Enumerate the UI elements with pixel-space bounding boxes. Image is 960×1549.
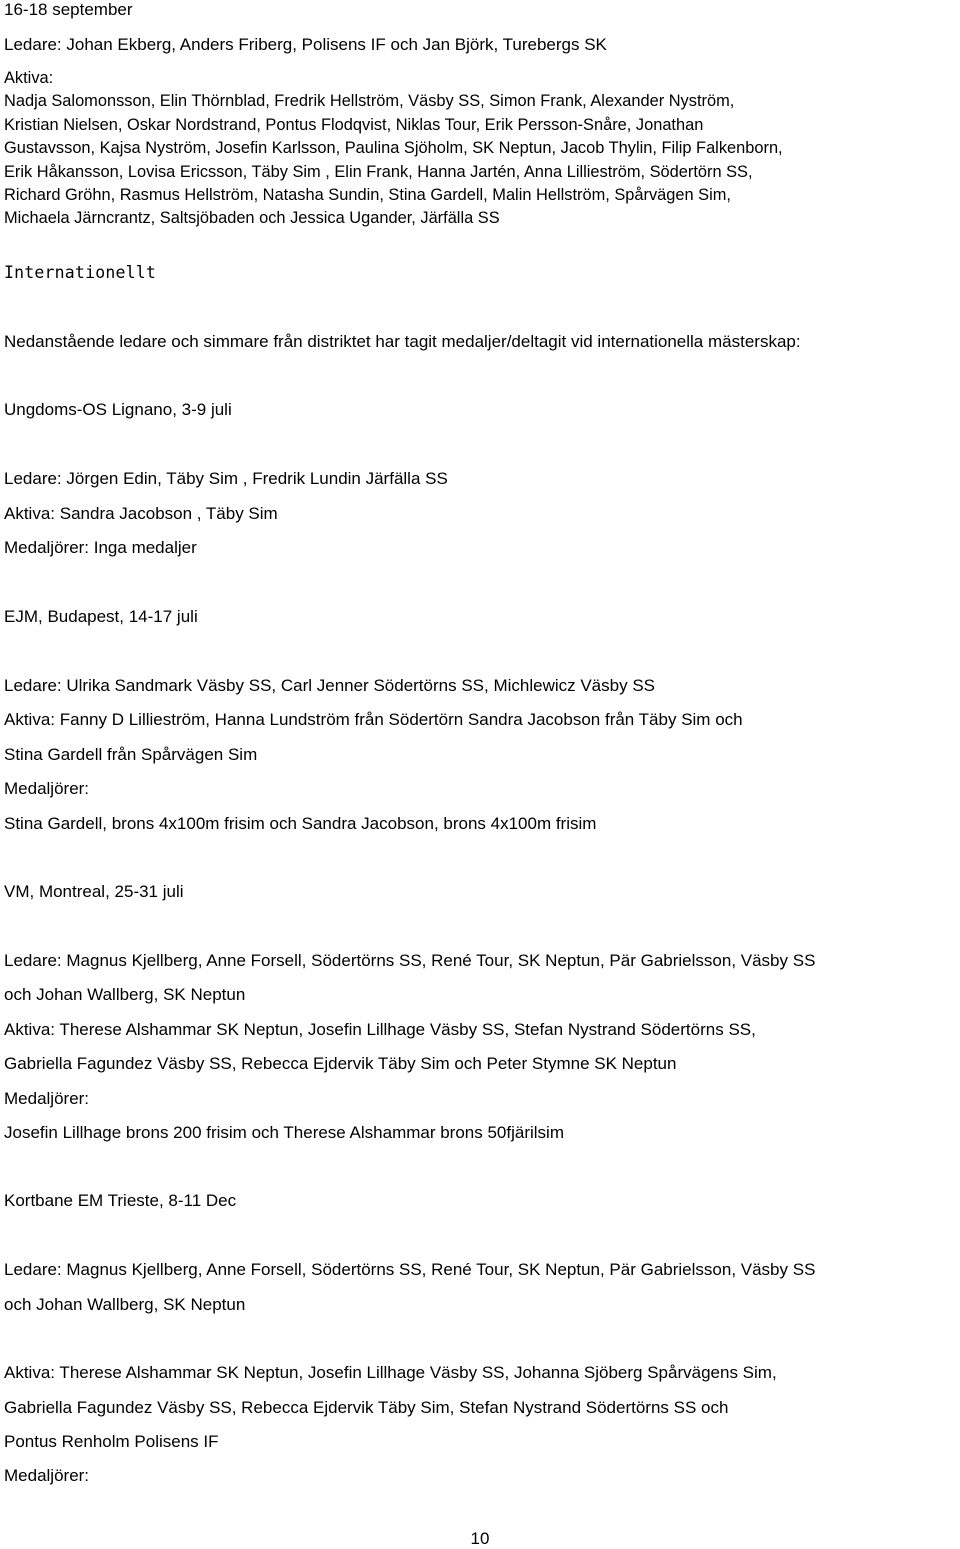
event-title-kortbane-em: Kortbane EM Trieste, 8-11 Dec (4, 1191, 237, 1210)
ejm-active-line: Stina Gardell från Spårvägen Sim (4, 745, 258, 764)
vm-medals: Josefin Lillhage brons 200 frisim och Therese Alshammar brons 50fjärilsim (4, 1123, 564, 1142)
kortbane-leaders-line: och Johan Wallberg, SK Neptun (4, 1295, 246, 1314)
ejm-leaders: Ledare: Ulrika Sandmark Väsby SS, Carl Jenner Södertörns SS, Michlewicz Väsby SS (4, 676, 655, 695)
active-line: Erik Håkansson, Lovisa Ericsson, Täby Sim , Elin Frank, Hanna Jartén, Anna Lillieström, Södertörn SS, (4, 162, 753, 181)
active-line: Richard Gröhn, Rasmus Hellström, Natasha Sundin, Stina Gardell, Malin Hellström, Spårvägen Sim, (4, 186, 731, 205)
active-label: Aktiva: (4, 69, 54, 87)
vm-active-line: Aktiva: Therese Alshammar SK Neptun, Josefin Lillhage Väsby SS, Stefan Nystrand Södertörns SS, (4, 1020, 756, 1039)
kortbane-active-line: Aktiva: Therese Alshammar SK Neptun, Josefin Lillhage Väsby SS, Johanna Sjöberg Spårvägens Sim, (4, 1363, 777, 1382)
active-line: Michaela Järncrantz, Saltsjöbaden och Jessica Ugander, Järfälla SS (4, 209, 500, 228)
active-line: Gustavsson, Kajsa Nyström, Josefin Karlsson, Paulina Sjöholm, SK Neptun, Jacob Thylin, Filip Falkenborn, (4, 139, 783, 158)
active-line: Nadja Salomonsson, Elin Thörnblad, Fredrik Hellström, Väsby SS, Simon Frank, Alexander Nyström, (4, 92, 735, 111)
section-heading-international: Internationellt (4, 263, 157, 282)
event-date: 16-18 september (4, 0, 133, 19)
kortbane-active-line: Pontus Renholm Polisens IF (4, 1432, 219, 1451)
vm-leaders-line: Ledare: Magnus Kjellberg, Anne Forsell, Södertörns SS, René Tour, SK Neptun, Pär Gabrielsson, Väsby SS (4, 951, 816, 970)
vm-medals-label: Medaljörer: (4, 1089, 90, 1108)
event-title-ejm: EJM, Budapest, 14-17 juli (4, 607, 198, 626)
ejm-active-line: Aktiva: Fanny D Lillieström, Hanna Lundström från Södertörn Sandra Jacobson från Täby Sim och (4, 710, 743, 729)
ejm-medals-label: Medaljörer: (4, 779, 90, 798)
ungdoms-os-medals: Medaljörer: Inga medaljer (4, 538, 197, 557)
ejm-medals: Stina Gardell, brons 4x100m frisim och Sandra Jacobson, brons 4x100m frisim (4, 814, 597, 833)
active-swimmers-block (4, 67, 954, 231)
international-intro: Nedanstående ledare och simmare från distriktet har tagit medaljer/deltagit vid internationella mästerskap: (4, 332, 801, 351)
vm-active-line: Gabriella Fagundez Väsby SS, Rebecca Ejdervik Täby Sim och Peter Stymne SK Neptun (4, 1054, 677, 1073)
vm-leaders-line: och Johan Wallberg, SK Neptun (4, 985, 246, 1004)
ungdoms-os-active: Aktiva: Sandra Jacobson , Täby Sim (4, 504, 278, 523)
leaders-text: Ledare: Johan Ekberg, Anders Friberg, Polisens IF och Jan Björk, Turebergs SK (4, 35, 607, 54)
kortbane-active-line: Gabriella Fagundez Väsby SS, Rebecca Ejdervik Täby Sim, Stefan Nystrand Södertörns SS och (4, 1398, 729, 1417)
event-title-ungdoms-os: Ungdoms-OS Lignano, 3-9 juli (4, 400, 232, 419)
page-number: 10 (470, 1529, 490, 1548)
event-title-vm: VM, Montreal, 25-31 juli (4, 882, 184, 901)
ungdoms-os-leaders: Ledare: Jörgen Edin, Täby Sim , Fredrik Lundin Järfälla SS (4, 469, 448, 488)
kortbane-leaders-line: Ledare: Magnus Kjellberg, Anne Forsell, Södertörns SS, René Tour, SK Neptun, Pär Gabrielsson, Väsby SS (4, 1260, 816, 1279)
kortbane-medals-label: Medaljörer: (4, 1466, 90, 1485)
active-line: Kristian Nielsen, Oskar Nordstrand, Pontus Flodqvist, Niklas Tour, Erik Persson-Snåre, Jonathan (4, 115, 704, 134)
